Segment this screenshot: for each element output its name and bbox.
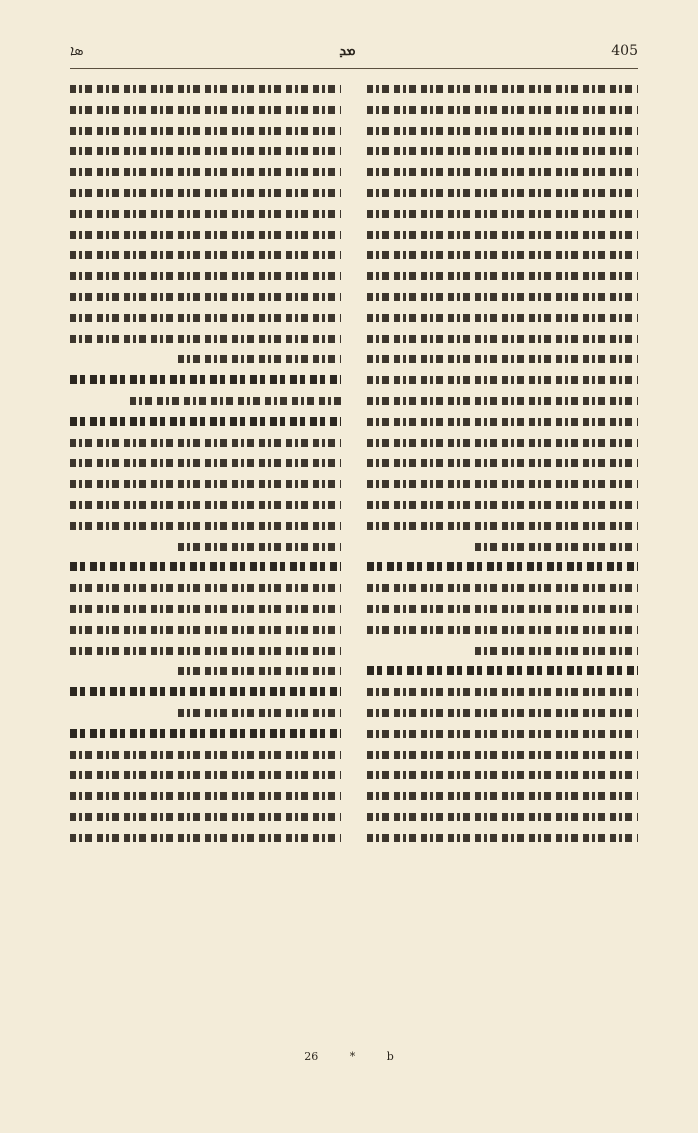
text-line: [367, 515, 638, 536]
text-line: [70, 203, 341, 224]
text-line: [70, 785, 341, 806]
text-line: [367, 827, 638, 848]
text-line: [367, 494, 638, 515]
entry-line: [70, 681, 341, 702]
text-line: [367, 806, 638, 827]
text-line: [130, 390, 341, 411]
page-header: [70, 40, 638, 62]
text-line: [367, 723, 638, 744]
text-line: [367, 764, 638, 785]
text-line: [70, 577, 341, 598]
text-line: [367, 78, 638, 99]
signature-number: 26: [304, 1050, 319, 1063]
text-line: [367, 99, 638, 120]
text-line: [70, 764, 341, 785]
text-line: [367, 203, 638, 224]
text-line: [367, 182, 638, 203]
text-line: [70, 78, 341, 99]
text-line: [367, 307, 638, 328]
text-line: [367, 369, 638, 390]
text-line: [367, 598, 638, 619]
text-line: [70, 432, 341, 453]
text-line: [70, 619, 341, 640]
text-line: [367, 577, 638, 598]
text-line: [367, 328, 638, 349]
text-line: [367, 286, 638, 307]
left-running-head: ܣܐ: [70, 43, 84, 59]
text-line: [367, 452, 638, 473]
signature-letter: b: [386, 1050, 394, 1063]
text-line: [70, 99, 341, 120]
page-footer: [0, 1050, 698, 1063]
text-line: [178, 348, 341, 369]
text-line: [178, 702, 341, 723]
text-line: [367, 411, 638, 432]
text-line: [367, 140, 638, 161]
entry-line: [367, 556, 638, 577]
text-line: [367, 348, 638, 369]
text-line: [70, 473, 341, 494]
text-line: [70, 224, 341, 245]
text-line: [70, 744, 341, 765]
text-line: [70, 806, 341, 827]
text-line: [367, 432, 638, 453]
entry-line: [70, 556, 341, 577]
entry-line: [70, 723, 341, 744]
entry-line: [70, 411, 341, 432]
text-columns: [70, 78, 638, 1038]
text-line: [367, 161, 638, 182]
text-line: [70, 494, 341, 515]
entry-line: [367, 660, 638, 681]
text-line: [367, 681, 638, 702]
text-line: [178, 660, 341, 681]
text-line: [70, 161, 341, 182]
text-line: [70, 827, 341, 848]
text-line: [475, 640, 638, 661]
text-line: [367, 744, 638, 765]
right-column: [367, 78, 638, 1038]
text-line: [367, 265, 638, 286]
text-line: [70, 598, 341, 619]
text-line: [70, 307, 341, 328]
text-line: [70, 140, 341, 161]
text-line: [367, 619, 638, 640]
left-column: [70, 78, 341, 1038]
text-line: [70, 452, 341, 473]
entry-line: [70, 369, 341, 390]
text-line: [367, 224, 638, 245]
header-rule: [70, 68, 638, 69]
text-line: [70, 244, 341, 265]
text-line: [367, 120, 638, 141]
text-line: [367, 244, 638, 265]
text-line: [367, 785, 638, 806]
text-line: [475, 536, 638, 557]
text-line: [70, 182, 341, 203]
text-line: [70, 120, 341, 141]
text-line: [367, 390, 638, 411]
text-line: [178, 536, 341, 557]
text-line: [70, 328, 341, 349]
text-line: [70, 286, 341, 307]
text-line: [367, 473, 638, 494]
signature-mark: *: [349, 1050, 356, 1063]
text-line: [70, 640, 341, 661]
text-line: [70, 515, 341, 536]
center-running-head: ܡܕ: [339, 43, 356, 59]
text-line: [70, 265, 341, 286]
text-line: [367, 702, 638, 723]
page-number: 405: [611, 43, 638, 59]
